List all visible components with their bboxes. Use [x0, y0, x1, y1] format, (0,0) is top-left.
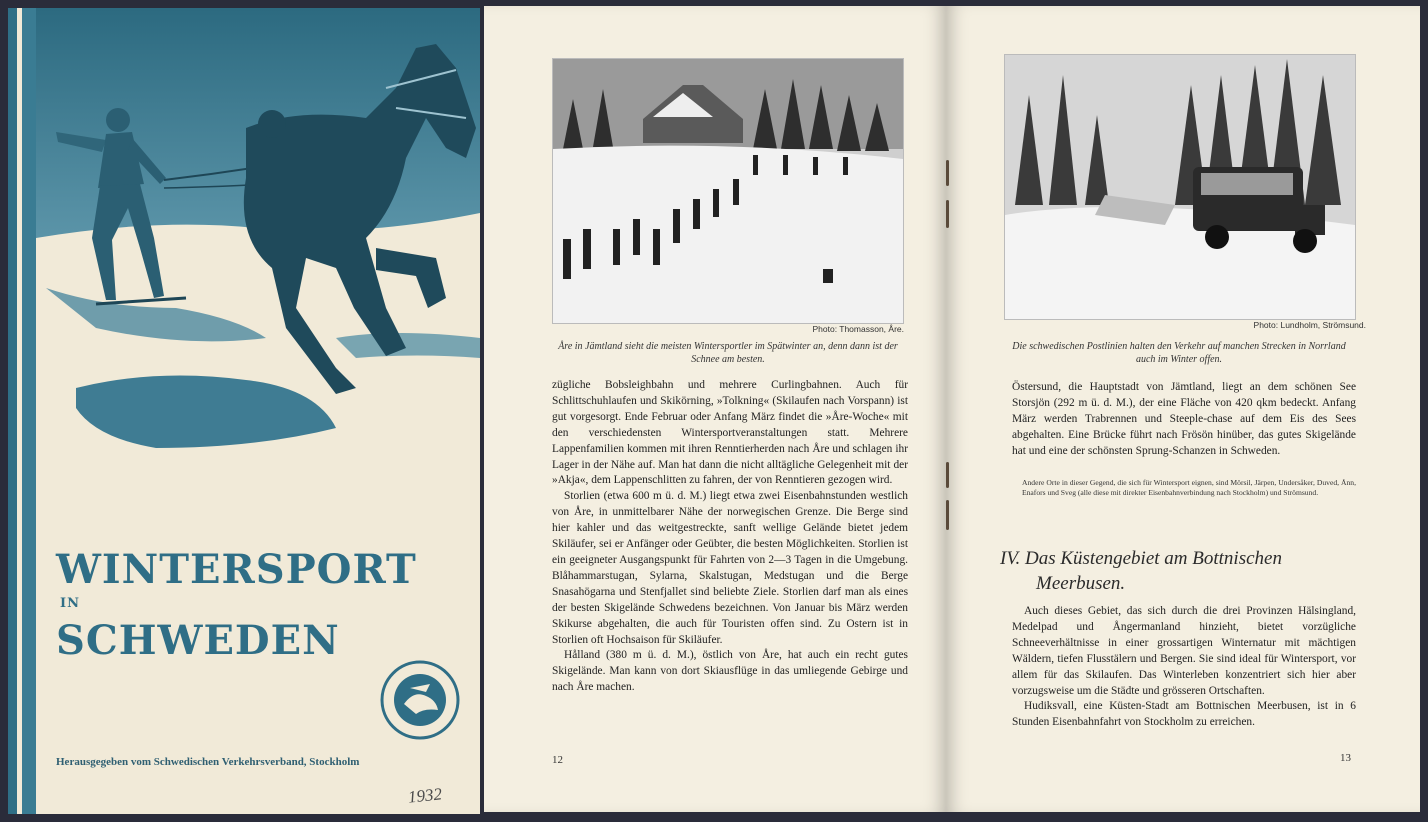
page-number-left: 12	[552, 754, 563, 766]
cover-publisher: Herausgegeben vom Schwedischen Verkehrsverband, Stockholm	[56, 756, 360, 768]
paragraph: Östersund, die Hauptstadt von Jämtland, liegt an dem schönen See Storsjön (292 m ü. d. M.), der eine Fläche von 420 qkm bedeckt. Anfang März werden Trabrennen und Steeple-chase auf dem Eis des Sees abgehalten. Eine Brücke führt nach Frösön hinüber, das gutes Skigelände hat und eine der schönsten Sprung-Schanzen in Schweden.	[1012, 381, 1356, 457]
body-text-right-top	[1012, 380, 1356, 460]
paragraph: Hålland (380 m ü. d. M.), östlich von Åre, hat auch ein recht gutes Skigelände. Man kann von dort Skiausflüge in das umliegende Gebirge und nach Åre machen.	[552, 649, 908, 694]
cover-illustration-skijoring	[36, 8, 480, 488]
cover-title-in: IN	[60, 596, 80, 611]
section-heading-line1: IV. Das Küstengebiet am Bottnischen	[1000, 548, 1282, 569]
body-text-left	[552, 378, 908, 696]
caption-right: Die schwedischen Postlinien halten den Verkehr auf manchen Strecken in Norrland auch im Winter offen.	[1012, 341, 1346, 365]
page-number-right: 13	[1340, 752, 1351, 764]
paragraph: zügliche Bobsleighbahn und mehrere Curlingbahnen. Auch für Schlittschuhlaufen und Skikörning, »Tolkning« (Skilaufen nach Vorspann) ist gut vorgesorgt. Ende Februar oder Anfang März findet die »Åre-Woche« mit den verschiedensten Wintersportveranstaltungen statt. Mehrere Lappenfamilien kommen mit ihren Renntierherden nach Åre und schlagen ihr Lager in der Nähe auf. Man hat dann die nicht alltägliche Gelegenheit mit der »Akja«, dem Lappenschlitten zu fahren, der von Renntieren gezogen wird.	[552, 379, 908, 487]
paragraph: Auch dieses Gebiet, das sich durch die drei Provinzen Hälsingland, Medelpad und Ångermanland hinzieht, bietet vorzügliche Schneeverhältnisse in einer grossartigen Winternatur mit mächtigen Wäldern, tiefen Flusstälern und Bergen. Sie sind ideal für Wintersport, vor allem für das Skilaufen. Das Winterleben konzentriert sich hier aber vorzugsweise um die Städte und grösseren Ortschaften.	[1012, 605, 1356, 697]
photo-postal-bus-in-snow	[1004, 54, 1356, 320]
paragraph: Hudiksvall, eine Küsten-Stadt am Bottnischen Meerbusen, ist in 6 Stunden Eisenbahnfahrt von Stockholm zu erreichen.	[1012, 700, 1356, 729]
photo-credit-right: Photo: Lundholm, Strömsund.	[1253, 320, 1366, 330]
traffic-association-seal-icon	[380, 660, 460, 740]
handwritten-year: 1932	[407, 784, 443, 807]
paragraph: Storlien (etwa 600 m ü. d. M.) liegt etwa zwei Eisenbahnstunden westlich von Åre, in unmittelbarer Nähe der norwegischen Grenze. Die Berge sind hier kahler und das weitgestreckte, sanft wellige Gelände bietet jedem Skiläufer, sei er Anfänger oder Geübter, die besten Möglichkeiten. Storlien ist ein geeigneter Ausgangspunkt für Fahrten von 2—3 Tagen in die Umgebung. Blåhammarstugan, Sylarna, Skalstugan, Medstugan und die Berge Snasahögarna und Stenfjallet sind beliebte Ziele. Storlien darf man als eines der besten Skigelände Schwedens bezeichnen. Von Januar bis März werden Skikurse abgehalten, die auch für Touristen offen sind. Zu Ostern ist in Storlien oft Hochsaison für Skiläufer.	[552, 490, 908, 646]
page-12	[484, 6, 946, 812]
photo-are-ski-slope	[552, 58, 904, 324]
binding-staple	[946, 462, 949, 488]
cover-title-schweden: SCHWEDEN	[56, 617, 340, 664]
brochure-cover	[8, 8, 480, 814]
section-heading	[1000, 546, 1282, 596]
binding-staple	[946, 200, 949, 228]
binding-staple	[946, 500, 949, 530]
caption-left: Åre in Jämtland sieht die meisten Wintersportler im Spätwinter an, denn dann ist der Schnee am besten.	[558, 341, 898, 365]
small-print-note: Andere Orte in dieser Gegend, die sich für Wintersport eignen, sind Mörsil, Järpen, Undersåker, Duved, Ånn, Enafors und Sveg (alle diese mit direkter Eisenbahnverbindung nach Stockholm) und Strömsund.	[1022, 478, 1356, 497]
section-heading-line2: Meerbusen.	[1036, 573, 1126, 594]
binding-staple	[946, 160, 949, 186]
body-text-right-bottom	[1012, 604, 1356, 731]
page-13	[946, 6, 1420, 812]
cover-title	[56, 548, 417, 663]
photo-credit-left: Photo: Thomasson, Åre.	[812, 324, 904, 334]
cover-side-stripe	[8, 8, 36, 814]
cover-title-wintersport: WINTERSPORT	[56, 546, 417, 593]
